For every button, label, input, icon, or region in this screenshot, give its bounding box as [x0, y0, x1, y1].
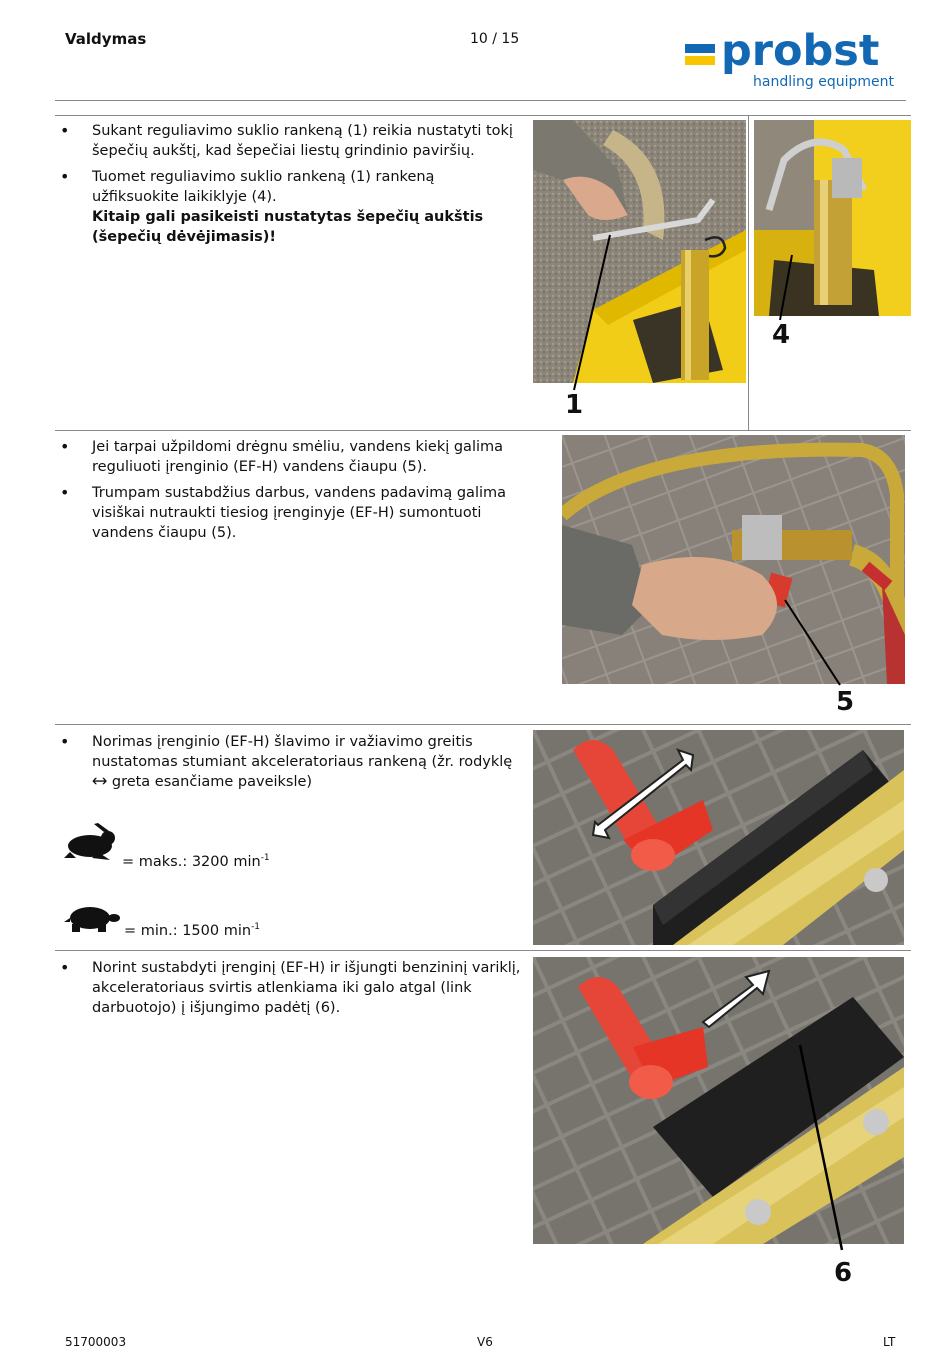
language-code: LT — [883, 1335, 896, 1349]
section-divider — [55, 724, 911, 725]
page-number: 10 / 15 — [470, 31, 520, 47]
rabbit-icon — [62, 822, 118, 862]
logo-subtitle: handling equipment — [753, 74, 894, 90]
bullet-item: • Trumpam sustabdžius darbus, vandens padavimą galima visiškai nutraukti tiesiog įrenginyje (EF-H) sumontuoti vandens čiaupu (5). — [56, 483, 526, 543]
bullet-item: • Jei tarpai užpildomi drėgnu smėliu, vandens kiekį galima reguliuoti įrenginio (EF-H) vandens čiaupu (5). — [56, 437, 526, 477]
callout-line-5 — [780, 595, 860, 695]
turtle-icon — [62, 900, 122, 934]
callout-line-4 — [770, 250, 810, 330]
callout-number-6: 6 — [834, 1258, 853, 1288]
section-2-text — [56, 437, 526, 549]
section-3-text — [56, 732, 526, 798]
logo-yellow-bar — [685, 56, 715, 65]
warning-text: Kitaip gali pasikeisti nustatytas šepečių aukštis (šepečių dėvėjimasis)! — [92, 209, 484, 245]
callout-number-4: 4 — [772, 320, 791, 350]
photo-accelerator-lever-speed — [533, 730, 904, 945]
section-title: Valdymas — [65, 30, 147, 48]
speed-max-label: = maks.: 3200 $\min^{-1}$ — [122, 853, 270, 870]
logo-blue-bar — [685, 44, 715, 53]
callout-line-6 — [790, 1040, 860, 1260]
table-top-border — [55, 115, 911, 116]
bullet-item: • Tuomet reguliavimo suklio rankeną (1) rankeną užfiksuokite laikiklyje (4). Kitaip gali pasikeisti nustatytas šepečių aukštis (šepečių dėvėjimasis)! — [56, 167, 526, 247]
section-divider — [55, 430, 911, 431]
bullet-item: • Sukant reguliavimo suklio rankeną (1) reikia nustatyti tokį šepečių aukštį, kad šepečiai liestų grindinio paviršių. — [56, 121, 526, 161]
document-number: 51700003 — [65, 1335, 127, 1349]
callout-number-1: 1 — [565, 390, 584, 420]
header-divider — [55, 100, 906, 101]
section-1-column-divider — [748, 115, 749, 430]
probst-logo — [683, 26, 898, 94]
section-divider — [55, 950, 911, 951]
section-1-text — [56, 121, 526, 253]
section-4-text — [56, 958, 526, 1024]
speed-min-label: = min.: 1500 $\min^{-1}$ — [124, 922, 261, 939]
logo-wordmark: probst — [721, 26, 880, 76]
double-arrow-icon: 🡘 — [92, 774, 108, 790]
bullet-item: • Norimas įrenginio (EF-H) šlavimo ir važiavimo greitis nustatomas stumiant akceleratoriaus rankeną (žr. rodyklę 🡘 greta esančiame paveiksle) — [56, 732, 526, 792]
version-label: V6 — [477, 1335, 493, 1349]
bullet-item: • Norint sustabdyti įrenginį (EF-H) ir išjungti benzininį variklį, akceleratoriaus svirtis atlenkiama iki galo atgal (link darbuotojo) į išjungimo padėtį (6). — [56, 958, 526, 1018]
callout-number-5: 5 — [836, 687, 855, 717]
callout-line-1 — [560, 230, 630, 400]
